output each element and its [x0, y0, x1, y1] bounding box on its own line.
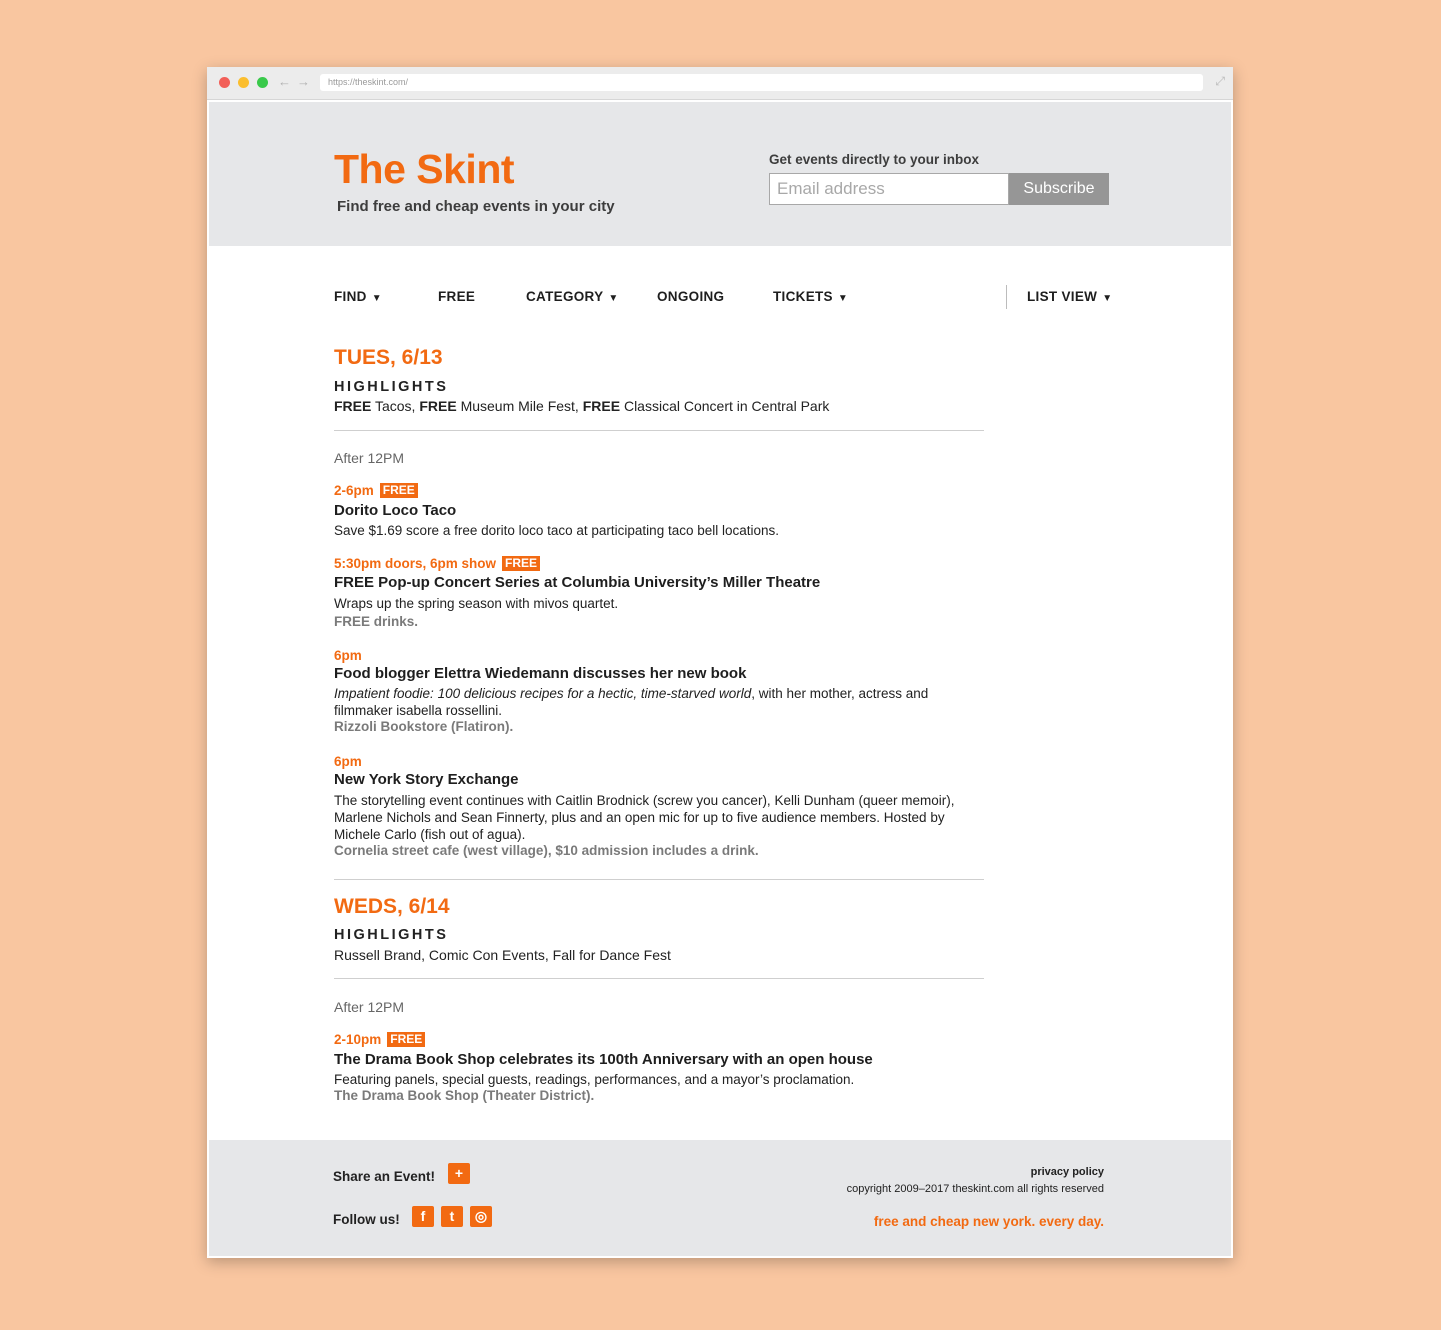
event-title[interactable]: Dorito Loco Taco: [334, 502, 457, 519]
free-badge: FREE: [380, 483, 418, 498]
expand-icon[interactable]: ⤢: [1215, 74, 1225, 88]
follow-us-label: Follow us!: [333, 1212, 400, 1227]
event-note: FREE drinks.: [334, 614, 419, 629]
back-arrow-icon[interactable]: ←: [278, 74, 291, 89]
time-section-label: After 12PM: [334, 450, 405, 466]
event-description: Save $1.69 score a free dorito loco taco at participating taco bell locations.: [334, 523, 780, 538]
highlight-item[interactable]: Museum Mile Fest,: [456, 398, 583, 414]
event-note: Rizzoli Bookstore (Flatiron).: [334, 719, 514, 734]
site-logo[interactable]: The Skint: [334, 146, 515, 192]
event-time: [334, 556, 540, 571]
email-input[interactable]: [769, 173, 1009, 205]
caret-down-icon: ▼: [1102, 293, 1113, 304]
event-time: 6pm: [334, 754, 362, 769]
event-note: The Drama Book Shop (Theater District).: [334, 1088, 595, 1103]
event-title[interactable]: Food blogger Elettra Wiedemann discusses her new book: [334, 665, 747, 682]
event-time-text: 5:30pm doors, 6pm show: [334, 556, 497, 571]
nav-divider: [1006, 285, 1007, 309]
event-time: 6pm: [334, 648, 362, 663]
event-note: Cornelia street cafe (west village), $10 admission includes a drink.: [334, 843, 759, 858]
time-section-label: After 12PM: [334, 999, 405, 1015]
site-footer: [209, 1140, 1231, 1256]
share-event-label: Share an Event!: [333, 1169, 436, 1184]
event-time: [334, 483, 418, 498]
highlight-item[interactable]: Classical Concert in Central Park: [620, 398, 830, 414]
event-title[interactable]: The Drama Book Shop celebrates its 100th Anniversary with an open house: [334, 1051, 873, 1068]
highlights-list: [334, 398, 829, 414]
highlight-item[interactable]: Tacos,: [371, 398, 420, 414]
site-tagline: Find free and cheap events in your city: [337, 198, 615, 215]
event-time: [334, 1032, 425, 1047]
caret-down-icon: ▼: [371, 293, 382, 304]
event-description: Featuring panels, special guests, readings, performances, and a mayor’s proclamation.: [334, 1072, 855, 1087]
highlights-list: Russell Brand, Comic Con Events, Fall for Dance Fest: [334, 947, 671, 963]
day-title: TUES, 6/13: [334, 346, 443, 369]
event-time-text: 2-6pm: [334, 483, 374, 498]
facebook-icon[interactable]: f: [412, 1206, 434, 1227]
copyright-text: copyright 2009–2017 theskint.com all rights reserved: [846, 1183, 1104, 1195]
nav-list-view[interactable]: [1027, 287, 1112, 309]
minimize-window-button[interactable]: [238, 77, 249, 88]
nav-category-label: CATEGORY: [526, 289, 604, 304]
caret-down-icon: ▼: [608, 293, 619, 304]
free-badge: FREE: [502, 556, 540, 571]
event-description-text: , with her mother, actress and filmmaker isabella rossellini.: [334, 686, 929, 718]
event-description: The storytelling event continues with Caitlin Brodnick (screw you cancer), Kelli Dunham (queer memoir), Marlene Nichols and Sean Finnerty, plus and an open mic for up to five audience members. Hosted by Michele Carlo (fish out of agua).: [334, 793, 955, 842]
main-nav: [207, 287, 1233, 307]
highlight-prefix: FREE: [334, 398, 372, 414]
highlights-label: HIGHLIGHTS: [334, 927, 449, 943]
nav-tickets[interactable]: [773, 287, 848, 309]
day-title: WEDS, 6/14: [334, 895, 450, 918]
subscribe-button[interactable]: Subscribe: [1009, 173, 1109, 205]
zoom-window-button[interactable]: [257, 77, 268, 88]
highlight-prefix: FREE: [419, 398, 457, 414]
site-header: [209, 102, 1231, 246]
free-badge: FREE: [387, 1032, 425, 1047]
twitter-icon[interactable]: t: [441, 1206, 463, 1227]
instagram-icon[interactable]: ◎: [470, 1206, 492, 1227]
divider: [334, 430, 984, 431]
event-title[interactable]: FREE Pop-up Concert Series at Columbia University’s Miller Theatre: [334, 574, 821, 591]
nav-find-label: FIND: [334, 289, 367, 304]
nav-tickets-label: TICKETS: [773, 289, 833, 304]
privacy-policy-link[interactable]: privacy policy: [1030, 1166, 1104, 1178]
footer-slogan: free and cheap new york. every day.: [873, 1214, 1104, 1229]
browser-window: [207, 67, 1233, 1258]
subscribe-label: Get events directly to your inbox: [769, 152, 980, 167]
caret-down-icon: ▼: [837, 293, 849, 304]
divider: [334, 879, 984, 880]
browser-chrome: [207, 67, 1233, 100]
nav-free[interactable]: FREE: [438, 289, 476, 304]
divider: [334, 978, 984, 979]
nav-list-view-label: LIST VIEW: [1027, 289, 1098, 304]
highlight-prefix: FREE: [582, 398, 621, 414]
event-description: [334, 685, 984, 719]
book-title: Impatient foodie: 100 delicious recipes for a hectic, time-starved world: [334, 686, 752, 701]
nav-category[interactable]: [526, 287, 619, 309]
nav-ongoing[interactable]: ONGOING: [657, 289, 725, 304]
event-title[interactable]: New York Story Exchange: [334, 771, 519, 788]
url-bar[interactable]: https://theskint.com/: [320, 74, 1203, 91]
forward-arrow-icon[interactable]: →: [297, 74, 310, 89]
share-event-button[interactable]: +: [448, 1163, 470, 1184]
highlights-label: HIGHLIGHTS: [334, 379, 449, 395]
nav-find[interactable]: [334, 287, 382, 309]
event-description: Wraps up the spring season with mivos quartet.: [334, 596, 619, 611]
close-window-button[interactable]: [219, 77, 230, 88]
event-time-text: 2-10pm: [334, 1032, 382, 1047]
